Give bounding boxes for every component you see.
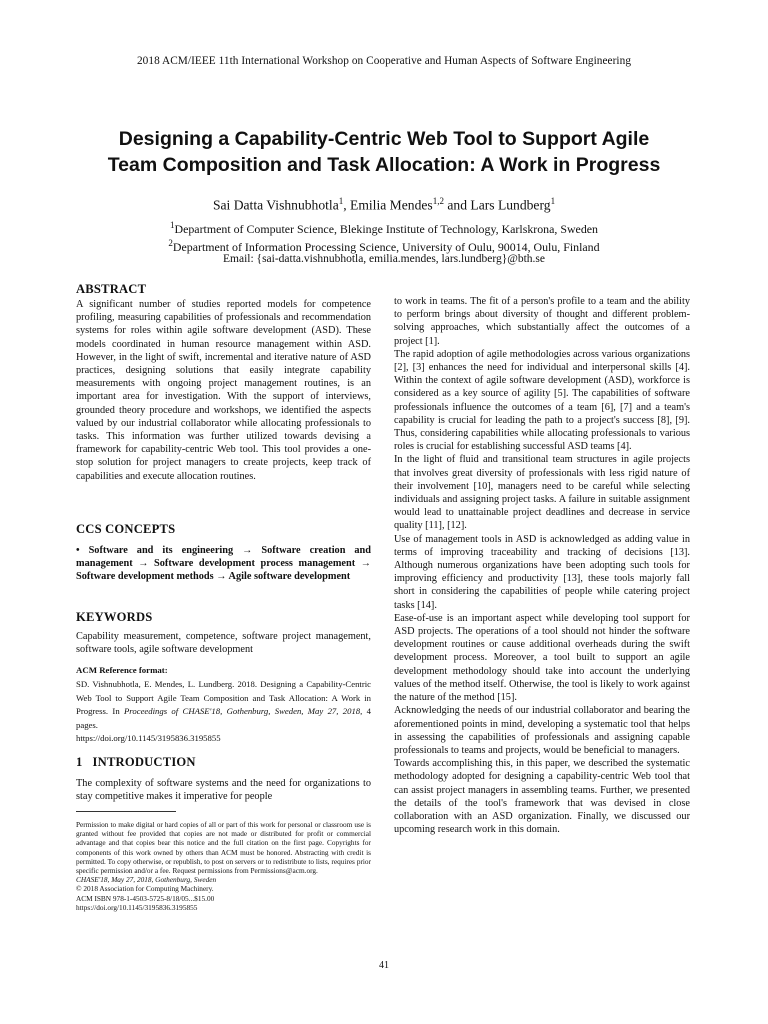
keywords (76, 630, 371, 656)
reference-pages: , 4 pages. (76, 706, 371, 730)
intro-paragraph-1-start: The complexity of software systems and the need for organizations to stay competitive makes it imperative for people (76, 778, 371, 803)
affiliation-1-mark: 1 (170, 220, 175, 230)
reference-doi: https://doi.org/10.1145/3195836.3195855 (76, 733, 221, 743)
permission-notice (76, 820, 371, 912)
page-number: 41 (379, 960, 389, 971)
title-line-2: Team Composition and Task Allocation: A Work in Progress (107, 154, 661, 176)
intro-paragraph-7: Towards accomplishing this, in this paper, we described the systematic methodology adopted for designing a capability-centric Web tool that can assist project managers in assembling teams. Further, we presented the details of the tool's framework that was devised in close collaboration with an ASD organization. Finally, we discussed our upcoming research work in this domain. (394, 758, 690, 836)
affiliation-1 (0, 220, 768, 237)
intro-paragraph-4: Use of management tools in ASD is acknowledged as adding value in terms of improving traceability and tracking of decisions [13]. Although numerous organizations have been adopting such tools for improving efficiency and productivity [13], these tools majorly fall short in considering the capabilities of people while catering project tasks [14]. (394, 533, 690, 611)
affiliation-1-text: Department of Computer Science, Blekinge Institute of Technology, Karlskrona, Sweden (174, 221, 598, 236)
introduction-right (394, 295, 690, 836)
permission-isbn: ACM ISBN 978-1-4503-5725-8/18/05...$15.00 (76, 893, 215, 903)
section-number: 1 (76, 755, 83, 769)
ccs-text: • Software and its engineering → Software creation and management → Software development process management → Software development methods → Agile software development (76, 545, 371, 583)
intro-paragraph-1-end: to work in teams. The fit of a person's profile to a team and the ability to perform brings about diversity of thought and different problem-solving approaches, which substantially affect the outcomes of a project [1]. (394, 296, 690, 347)
reference-venue: Proceedings of CHASE'18, Gothenburg, Sweden, May 27, 2018 (124, 706, 361, 716)
intro-paragraph-6: Acknowledging the needs of our industrial collaborator and bearing the aforementioned points in mind, developing a systematic tool that helps in assessing the capabilities of professionals and assigning capable professionals to teams and projects, would be beneficial to managers. (394, 705, 690, 756)
introduction-left (76, 777, 371, 803)
footnote-divider (76, 811, 176, 812)
affiliation-2-text: Department of Information Processing Science, University of Oulu, 90014, Oulu, Finland (172, 239, 600, 254)
paper-title (40, 126, 728, 178)
ccs-heading: CCS CONCEPTS (76, 522, 176, 536)
conference-header: 2018 ACM/IEEE 11th International Workshop on Cooperative and Human Aspects of Software Engineering (136, 55, 632, 67)
author-1: Sai Datta Vishnubhotla (212, 197, 339, 213)
reference-format (76, 678, 371, 746)
intro-paragraph-2: The rapid adoption of agile methodologies across various organizations [2], [3] enhances the need for individual and interpersonal skills [4]. Within the context of agile software development (ASD), workforce is considered as a key source of agility [5]. The capabilities of software professionals influence the outcomes of a team [6], [7] and a team's capability is crucial for leading the path to a project's success [8], [9]. Thus, considering capabilities while allocating professionals to various roles is crucial for establishing successful ASD teams [4]. (394, 348, 690, 453)
ccs-concepts (76, 544, 371, 584)
author-2: , Emilia Mendes (343, 197, 433, 213)
reference-text: SD. Vishnubhotla, E. Mendes, L. Lundberg. 2018. Designing a Capability-Centric Web Tool to Support Agile Team Composition and Task Allocation: A Work in Progress. In (76, 679, 371, 716)
permission-copyright: © 2018 Association for Computing Machinery. (76, 884, 214, 894)
abstract-text (76, 298, 371, 483)
author-emails: Email: {sai-datta.vishnubhotla, emilia.mendes, lars.lundberg}@bth.se (223, 253, 545, 265)
author-2-affil: 1,2 (432, 196, 444, 206)
permission-doi: https://doi.org/10.1145/3195836.3195855 (76, 902, 198, 912)
permission-venue: CHASE'18, May 27, 2018, Gothenburg, Sweden (76, 875, 217, 885)
author-3-affil: 1 (550, 196, 556, 206)
intro-paragraph-3: In the light of fluid and transitional team structures in agile projects that involves great diversity of professionals with less rigid nature of their involvement [10], managers need to be careful while selecting individuals and assigning project tasks. A failure in suitable assignment would lead to unattainable project deadlines and decrease in service quality [11], [12]. (394, 454, 690, 532)
author-list (0, 196, 768, 214)
introduction-heading (76, 755, 196, 770)
abstract-heading: ABSTRACT (76, 282, 147, 296)
affiliation-2-mark: 2 (168, 238, 173, 248)
author-1-affil: 1 (338, 196, 344, 206)
section-title: INTRODUCTION (92, 755, 196, 769)
reference-format-heading: ACM Reference format: (76, 665, 168, 675)
permission-text: Permission to make digital or hard copies of all or part of this work for personal or classroom use is granted without fee provided that copies are not made or distributed for profit or commercial advantage and that copies bear this notice and the full citation on the first page. Copyrights for components of this work owned by others than ACM must be honored. Abstracting with credit is permitted. To copy otherwise, or republish, to post on servers or to redistribute to lists, requires prior specific permission and/or a fee. Request permissions from Permissions@acm.org. (76, 820, 371, 876)
keywords-heading: KEYWORDS (76, 610, 153, 624)
keywords-text: Capability measurement, competence, software project management, software tools, agile software development (76, 631, 371, 656)
intro-paragraph-5: Ease-of-use is an important aspect while developing tool support for ASD projects. The operations of a tool should not hinder the software development routines or cause additional overheads during the swift development process. Moreover, a tool built to support an agile development methodology should take into account the underlying values of the method itself. Otherwise, the tool is likely to work against the nature of the method [15]. (394, 612, 690, 704)
author-3: and Lars Lundberg (443, 197, 551, 213)
abstract-paragraph: A significant number of studies reported models for competence profiling, measuring capabilities of professionals and recommendation systems for roles within agile software development (ASD). These models coordinated in human resource management within ASD. However, in the light of swift, incremental and iterative nature of ASD practices, designing solutions that easily integrate capability measurements with ongoing project management routines, is an important area for investigation. With the support of interviews, grounded theory procedure and workshops, we identified the aspects valued by our industrial collaborator while allocating professionals to tasks. This information was further utilized towards devising a framework for capability-centric Web tool. This tool provides a one-stop solution for project managers to create projects, keep track of capabilities and execute allocation routines. (76, 299, 371, 482)
title-line-1: Designing a Capability-Centric Web Tool to Support Agile (118, 128, 650, 150)
